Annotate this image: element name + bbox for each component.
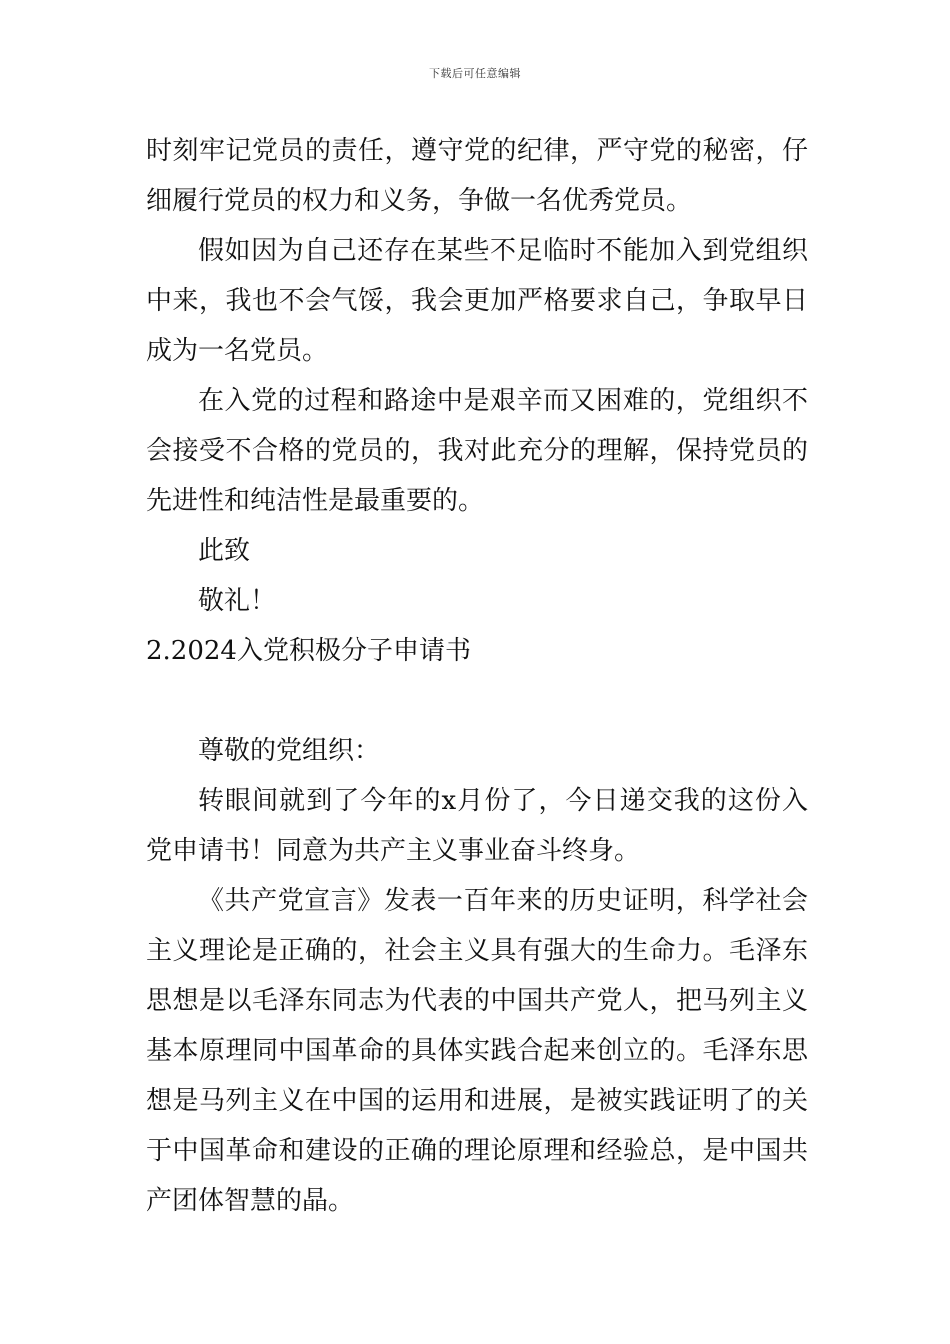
closing-regards: 敬礼！ [198,586,277,616]
paragraph-submission: 转眼间就到了今年的x月份了，今日递交我的这份入党申请书！同意为共产主义事业奋斗终身。 [146,786,808,866]
closing-salutation: 此致 [198,536,251,566]
blank-line [146,676,808,726]
paragraph-process: 在入党的过程和路途中是艰辛而又困难的，党组织不会接受不合格的党员的，我对此充分的理解，保持党员的先进性和纯洁性是最重要的。 [146,386,808,516]
header-note: 下载后可任意编辑 [429,67,521,80]
document-body [146,126,808,1226]
paragraph-not-discouraged: 假如因为自己还存在某些不足临时不能加入到党组织中来，我也不会气馁，我会更加严格要求自己，争取早日成为一名党员。 [146,236,808,366]
paragraph-duties: 时刻牢记党员的责任，遵守党的纪律，严守党的秘密，仔细履行党员的权力和义务，争做一名优秀党员。 [146,136,808,216]
paragraph-manifesto: 《共产党宣言》发表一百年来的历史证明，科学社会主义理论是正确的，社会主义具有强大的生命力。毛泽东思想是以毛泽东同志为代表的中国共产党人，把马列主义基本原理同中国革命的具体实践合起来创立的。毛泽东思想是马列主义在中国的运用和进展，是被实践证明了的关于中国革命和建设的正确的理论原理和经验总，是中国共产团体智慧的晶。 [146,886,808,1216]
section-title: 2.2024入党积极分子申请书 [146,636,471,666]
salutation: 尊敬的党组织： [198,736,381,766]
